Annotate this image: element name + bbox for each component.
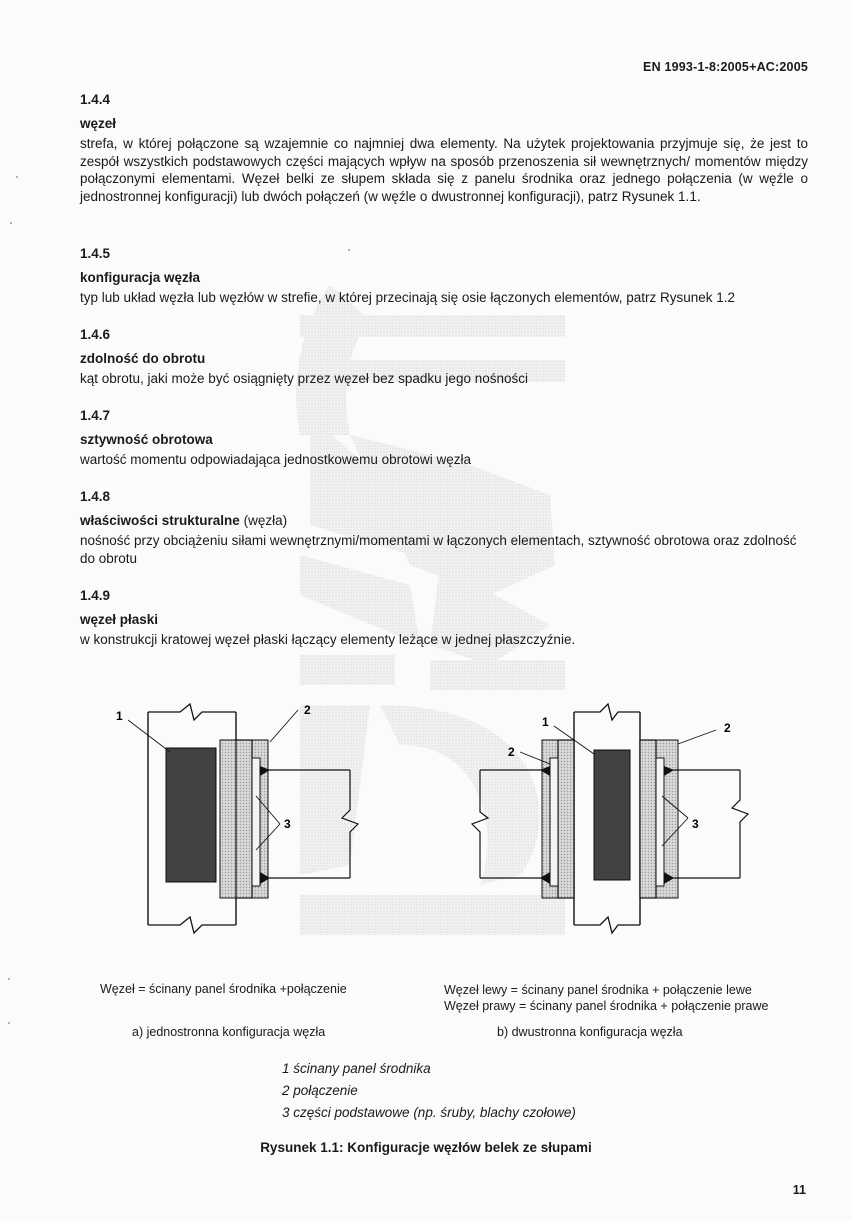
scan-speck [348,249,350,251]
figure-legend [282,1058,576,1124]
legend-item-1: 1 ścinany panel środnika [282,1061,431,1076]
double-sided-joint-drawing [472,704,748,933]
section-definition: w konstrukcji kratowej węzeł płaski łączący elementy leżące w jednej płaszczyźnie. [80,632,576,647]
legend-item-3: 3 części podstawowe (np. śruby, blachy czołowe) [282,1105,576,1120]
section-term: węzeł płaski [80,612,159,627]
label-two-left: 2 [508,745,515,759]
section-term-paren: (węzła) [243,513,288,528]
document-code: EN 1993-1-8:2005+AC:2005 [643,60,808,74]
page-number: 11 [792,1183,806,1197]
figure-title: Rysunek 1.1: Konfiguracje węzłów belek ze słupami [260,1140,592,1155]
section-number: 1.4.7 [80,408,111,423]
label-one: 1 [116,709,123,723]
section-1-4-5 [80,246,808,307]
section-1-4-8 [80,489,808,567]
legend-item-2: 2 połączenie [282,1083,358,1098]
label-two-right: 2 [724,721,731,735]
figure-joint-configurations [110,700,760,940]
left-equation: Węzeł = ścinany panel środnika +połączenie [100,982,347,996]
right-equation-2: Węzeł prawy = ścinany panel środnika + połączenie prawe [444,999,769,1013]
section-term: węzeł [80,116,117,131]
section-term-main: właściwości strukturalne [80,513,240,528]
single-sided-joint-drawing [116,703,358,933]
section-number: 1.4.9 [80,588,111,603]
caption-a: a) jednostronna konfiguracja węzła [132,1025,326,1039]
section-1-4-9 [80,588,808,649]
section-definition: kąt obrotu, jaki może być osiągnięty przez węzeł bez spadku jego nośności [80,371,528,386]
scan-speck [10,222,12,224]
section-number: 1.4.8 [80,489,111,504]
label-one-right: 1 [542,715,549,729]
section-number: 1.4.5 [80,246,111,261]
right-equation-1: Węzeł lewy = ścinany panel środnika + połączenie lewe [444,983,752,997]
section-term: zdolność do obrotu [80,351,206,366]
section-number: 1.4.4 [80,92,111,107]
label-three-right: 3 [692,817,699,831]
section-number: 1.4.6 [80,327,111,342]
scan-speck [8,1022,10,1024]
section-definition: nośność przy obciążeniu siłami wewnętrznymi/momentami w łączonych elementach, sztywność obrotowa oraz zdolność do obrotu [80,533,797,566]
section-definition: wartość momentu odpowiadająca jednostkowemu obrotowi węzła [80,452,471,467]
label-two: 2 [304,703,311,717]
caption-b: b) dwustronna konfiguracja węzła [497,1025,683,1039]
section-1-4-6 [80,327,808,388]
scan-speck [8,978,10,980]
section-definition: typ lub układ węzła lub węzłów w strefie, w której przecinają się osie łączonych elementów, patrz Rysunek 1.2 [80,290,736,305]
section-1-4-4 [80,92,808,205]
section-term: sztywność obrotowa [80,432,213,447]
section-term: konfiguracja węzła [80,270,201,285]
section-term [80,513,808,528]
label-three: 3 [284,817,291,831]
section-1-4-7 [80,408,808,469]
section-definition: strefa, w której połączone są wzajemnie co najmniej dwa elementy. Na użytek projektowania przyjmuje się, że jest to zespół wszystkich podstawowych części mających wpływ na sposób przenoszenia sił wewnętrznych/ momentów między połączonymi elementami. Węzeł belki ze słupem składa się z panelu środnika oraz jednego połączenia (w węźle o jednostronnej konfiguracji) lub dwóch połączeń (w węźle o dwustronnej konfiguracji), patrz Rysunek 1.1. [80,136,808,204]
scan-speck [16,176,18,178]
